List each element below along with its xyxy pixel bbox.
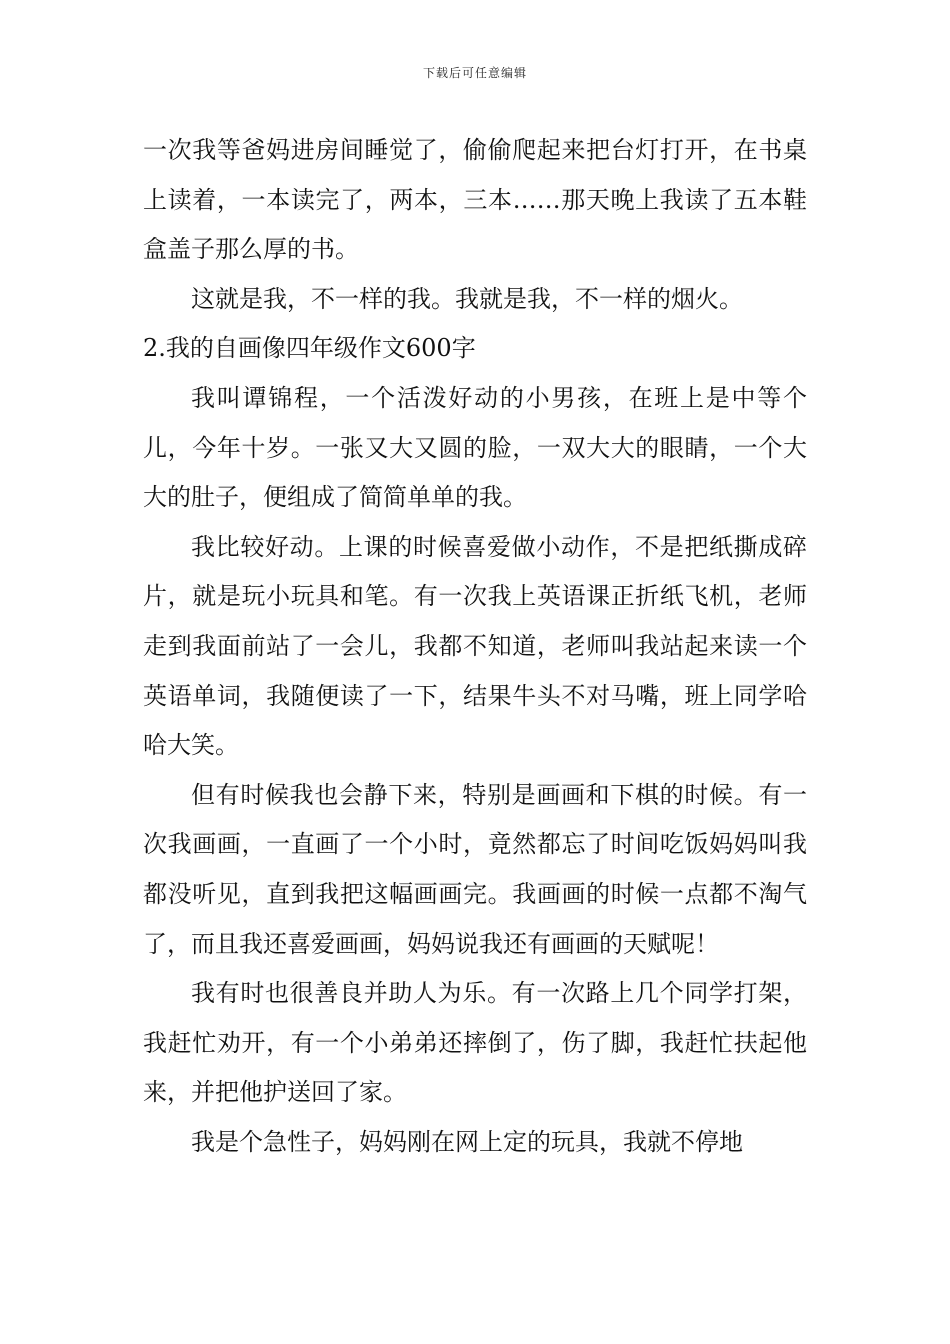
paragraph: 我有时也很善良并助人为乐。有一次路上几个同学打架，我赶忙劝开，有一个小弟弟还摔倒了，伤了脚，我赶忙扶起他来，并把他护送回了家。 [143,979,807,1107]
section-heading: 2.我的自画像四年级作文600字 [143,334,476,363]
paragraph: 一次我等爸妈进房间睡觉了，偷偷爬起来把台灯打开，在书桌上读着，一本读完了，两本，三本……那天晚上我读了五本鞋盒盖子那么厚的书。 [143,136,807,264]
paragraph: 我比较好动。上课的时候喜爱做小动作，不是把纸撕成碎片，就是玩小玩具和笔。有一次我上英语课正折纸飞机，老师走到我面前站了一会儿，我都不知道，老师叫我站起来读一个英语单词，我随便读了一下，结果牛头不对马嘴，班上同学哈哈大笑。 [143,532,807,760]
paragraph: 这就是我，不一样的我。我就是我，不一样的烟火。 [191,284,743,313]
paragraph: 但有时候我也会静下来，特别是画画和下棋的时候。有一次我画画，一直画了一个小时，竟然都忘了时间吃饭妈妈叫我都没听见，直到我把这幅画画完。我画画的时候一点都不淘气了，而且我还喜爱画画，妈妈说我还有画画的天赋呢！ [143,780,807,958]
document-body [143,126,807,1167]
paragraph: 我是个急性子，妈妈刚在网上定的玩具，我就不停地 [191,1127,743,1156]
paragraph: 我叫谭锦程，一个活泼好动的小男孩，在班上是中等个儿，今年十岁。一张又大又圆的脸，一双大大的眼睛，一个大大的肚子，便组成了简简单单的我。 [143,383,807,512]
page-header: 下载后可任意编辑 [422,66,527,80]
